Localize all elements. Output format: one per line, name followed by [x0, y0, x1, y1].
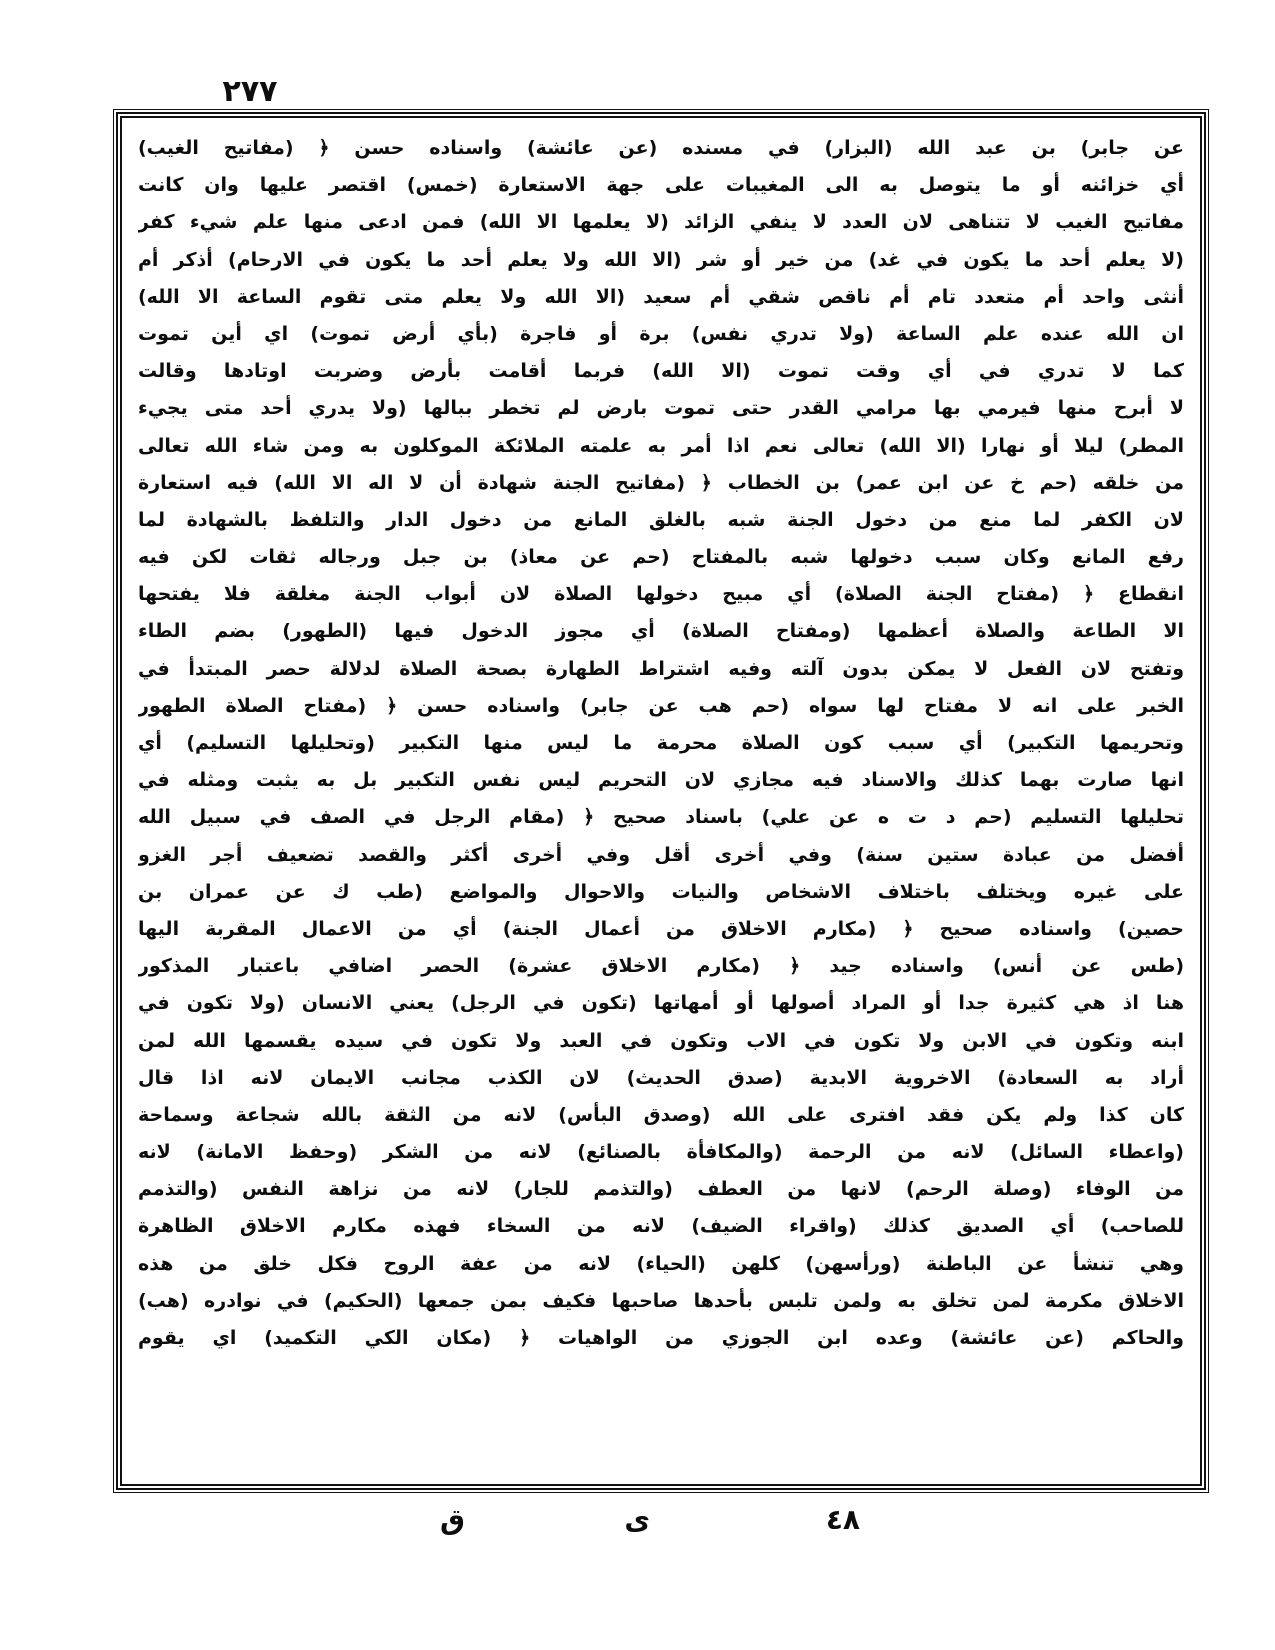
text-line: وتحريمها التكبير) أي سبب كون الصلاة محرمة ما ليس منها التكبير (وتحليلها التسليم) أي — [138, 732, 1184, 754]
text-line: الاخلاق مكرمة لمن تخلق به ولمن تلبس بأحدها صاحبها فكيف بمن جمعها (الحكيم) في نوادره (هب) — [138, 1289, 1184, 1312]
text-line: انها صارت بهما كذلك والاسناد فيه مجازي لان التحريم ليس نفس التكبير بل به يثبت ومثله في — [138, 769, 1184, 792]
text-line: للصاحب) أي الصديق كذلك (واقراء الضيف) لانه من السخاء فهذه مكارم الاخلاق الظاهرة — [138, 1215, 1184, 1238]
text-line: وتفتح لان الفعل لا يمكن بدون آلته وفيه اشتراط الطهارة بصحة الصلاة لدلالة حصر المبتدأ في — [138, 657, 1184, 680]
text-line: الا الطاعة والصلاة أعظمها (ومفتاح الصلاة) أي مجوز الدخول فيها (الطهور) بضم الطاء — [138, 620, 1184, 643]
text-line: كما لا تدري في أي وقت تموت (الا الله) فربما أقامت بأرض وضربت اوتادها وقالت — [138, 360, 1184, 383]
text-line: من الوفاء (وصلة الرحم) لانها من العطف (والتذمم للجار) لانه من نزاهة النفس (والتذمم — [138, 1178, 1184, 1201]
text-line: (طس عن أنس) واسناده جيد ﴿ (مكارم الاخلاق عشرة) الحصر اضافي باعتبار المذكور — [138, 955, 1184, 978]
footer-middle-mark: ى — [624, 1503, 650, 1536]
footer-end-mark: ق — [439, 1503, 465, 1536]
text-line: أراد به السعادة) الاخروية الابدية (صدق الحديث) لان الكذب مجانب الايمان لانه اذا قال — [138, 1066, 1184, 1089]
text-body — [138, 130, 1184, 1476]
page-number: ٢٧٧ — [222, 74, 278, 109]
signature-number: ٤٨ — [825, 1503, 860, 1536]
text-line: أنثى واحد أم متعدد تام أم ناقص شقي أم سعيد (الا الله ولا يعلم متى تقوم الساعة الا الله) — [138, 285, 1184, 308]
text-line: الخبر على انه لا مفتاح لها سواه (حم هب عن جابر) واسناده حسن ﴿ (مفتاح الصلاة الطهور — [138, 694, 1184, 717]
text-frame — [116, 112, 1206, 1490]
text-line: عن جابر) بن عبد الله (البزار) في مسنده (عن عائشة) واسناده حسن ﴿ (مفاتيح الغيب) — [138, 137, 1184, 159]
text-line: المطر) ليلا أو نهارا (الا الله) تعالى نعم اذا أمر به علمته الملائكة الموكلون به ومن شاء الله تعالى — [138, 434, 1184, 457]
footer-marks — [400, 1503, 860, 1553]
text-line: هنا اذ هي كثيرة جدا أو المراد أصولها أو أمهاتها (تكون في الرجل) يعني الانسان (ولا تكون في — [138, 992, 1184, 1015]
text-line: ان الله عنده علم الساعة (ولا تدري نفس) برة أو فاجرة (بأي أرض تموت) اي أين تموت — [138, 322, 1184, 345]
text-line: وهي تنشأ عن الباطنة (ورأسهن) كلهن (الحياء) لانه من عفة الروح فكل خلق من هذه — [138, 1252, 1184, 1275]
text-line: تحليلها التسليم (حم د ت ه عن علي) باسناد صحيح ﴿ (مقام الرجل في الصف في سبيل الله — [138, 806, 1184, 829]
text-line: أي خزائنه أو ما يتوصل به الى المغيبات على جهة الاستعارة (خمس) اقتصر عليها وان كانت — [138, 174, 1184, 197]
text-line: أفضل من عبادة ستين سنة) وفي أخرى أقل وفي أخرى أكثر والقصد تضعيف أجر الغزو — [138, 843, 1184, 866]
text-line: حصين) واسناده صحيح ﴿ (مكارم الاخلاق من أعمال الجنة) أي من الاعمال المقربة اليها — [138, 917, 1184, 940]
text-line: مفاتيح الغيب لا تتناهى لان العدد لا ينفي الزائد (لا يعلمها الا الله) فمن ادعى منها علم شيء كفر — [138, 211, 1184, 234]
text-line: لان الكفر لما منع من دخول الجنة شبه بالغلق المانع من دخول الدار والتلفظ بالشهادة لما — [138, 508, 1184, 531]
text-line: انقطاع ﴿ (مفتاح الجنة الصلاة) أي مبيح دخولها الصلاة لان أبواب الجنة مغلقة فلا يفتحها — [138, 583, 1184, 606]
text-line: لا أبرح منها فيرمي بها مرامي القدر حتى تموت بارض لم تخطر ببالها (ولا يدري أحد متى يجيء — [138, 397, 1184, 420]
text-line: (واعطاء السائل) لانه من الرحمة (والمكافأة بالصنائع) لانه من الشكر (وحفظ الامانة) لانه — [138, 1141, 1184, 1164]
text-line: ابنه وتكون في الابن ولا تكون في الاب وتكون في العبد ولا تكون في سيده يقسمها الله لمن — [138, 1029, 1184, 1052]
text-line: والحاكم (عن عائشة) وعده ابن الجوزي من الواهيات ﴿ (مكان الكي التكميد) اي يقوم — [138, 1327, 1184, 1349]
text-line: كان كذا ولم يكن فقد افترى على الله (وصدق البأس) لانه من الثقة بالله شجاعة وسماحة — [138, 1103, 1184, 1126]
text-line: من خلقه (حم خ عن ابن عمر) بن الخطاب ﴿ (مفاتيح الجنة شهادة أن لا اله الا الله) فيه استعارة — [138, 471, 1184, 494]
text-line: رفع المانع وكان سبب دخولها شبه بالمفتاح (حم عن معاذ) بن جبل ورجاله ثقات لكن فيه — [138, 546, 1184, 569]
text-line: (لا يعلم أحد ما يكون في غد) من خير أو شر (الا الله ولا يعلم أحد ما يكون في الارحام) أذكر أم — [138, 248, 1184, 271]
text-line: على غيره ويختلف باختلاف الاشخاص والنيات والاحوال والمواضع (طب ك عن عمران بن — [138, 880, 1184, 903]
